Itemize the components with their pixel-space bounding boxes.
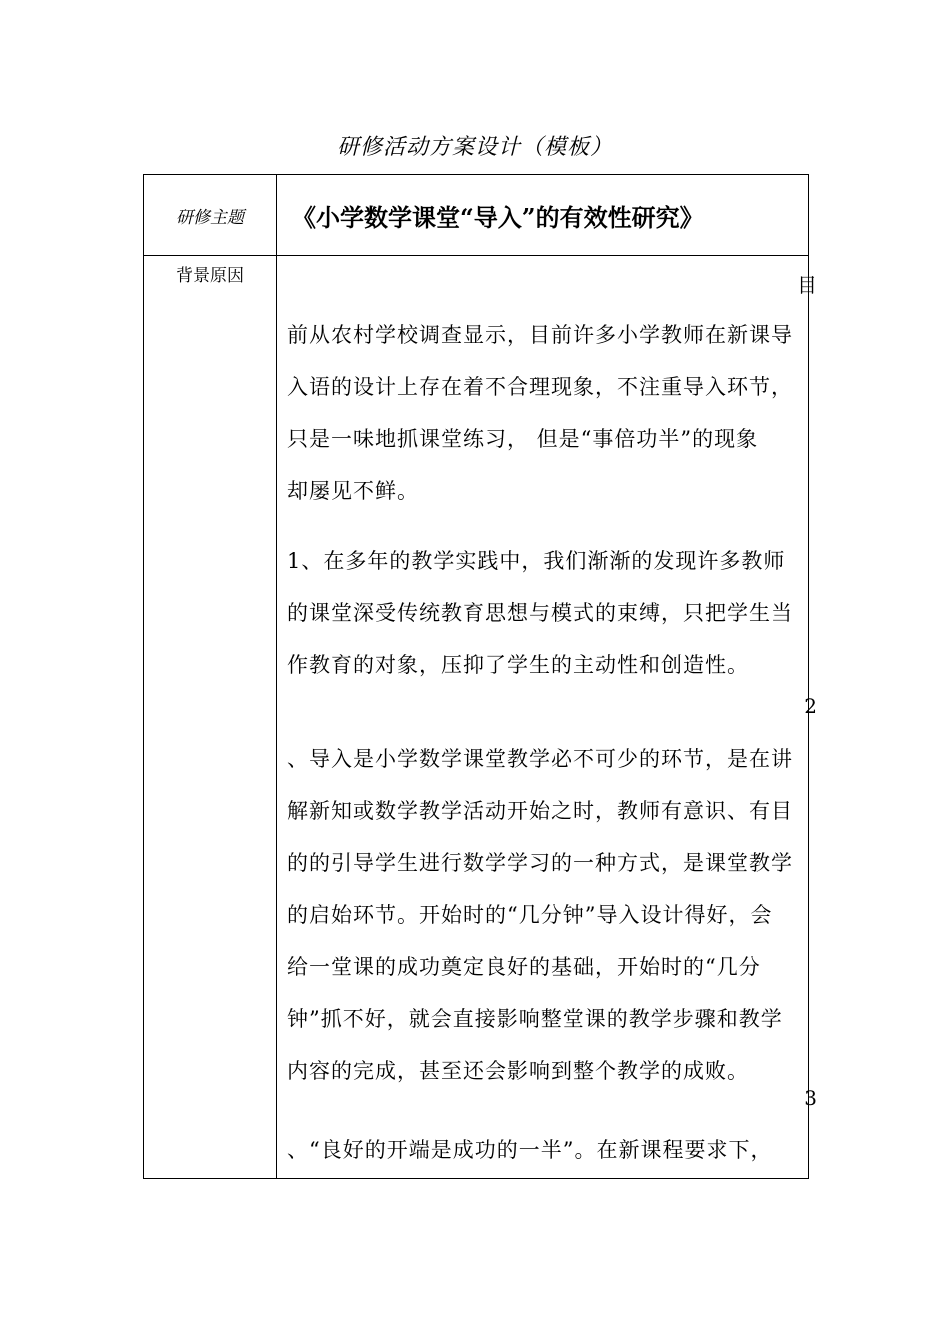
column-divider xyxy=(276,175,277,1178)
topic-value: 《小学数学课堂“导入”的有效性研究》 xyxy=(292,203,704,232)
document-title: 研修活动方案设计（模板） xyxy=(336,135,613,160)
text-line: 的的引导学生进行数学学习的一种方式，是课堂教学 xyxy=(287,851,793,875)
text-line: 入语的设计上存在着不合理现象，不注重导入环节， xyxy=(287,375,793,399)
text-line: 的课堂深受传统教育思想与模式的束缚，只把学生当 xyxy=(287,601,793,625)
text-line: 作教育的对象，压抑了学生的主动性和创造性。 xyxy=(287,653,749,677)
text-line: 的启始环节。开始时的“几分钟”导入设计得好，会 xyxy=(287,903,773,927)
text-line: 却屡见不鲜。 xyxy=(287,479,419,503)
background-label: 背景原因 xyxy=(176,266,244,286)
text-line: 、“良好的开端是成功的一半”。在新课程要求下， xyxy=(287,1138,773,1162)
text-line: 解新知或数学教学活动开始之时，教师有意识、有目 xyxy=(287,799,793,823)
text-line: 钟”抓不好，就会直接影响整堂课的教学步骤和教学 xyxy=(287,1007,783,1031)
wrap-marker: 目 xyxy=(797,273,817,297)
wrap-marker: 2 xyxy=(804,694,817,718)
topic-label: 研修主题 xyxy=(176,208,244,228)
background-content xyxy=(287,256,817,1178)
text-line: 只是一味地抓课堂练习， 但是“事倍功半”的现象 xyxy=(287,427,759,451)
text-line: 给一堂课的成功奠定良好的基础，开始时的“几分 xyxy=(287,955,761,979)
text-line: 内容的完成，甚至还会影响到整个教学的成败。 xyxy=(287,1059,749,1083)
text-line: 、导入是小学数学课堂教学必不可少的环节，是在讲 xyxy=(287,747,793,771)
text-line: 前从农村学校调查显示，目前许多小学教师在新课导 xyxy=(287,323,793,347)
text-line: 1、在多年的教学实践中，我们渐渐的发现许多教师 xyxy=(287,549,786,573)
wrap-marker: 3 xyxy=(804,1086,817,1110)
plan-table xyxy=(143,174,817,1179)
